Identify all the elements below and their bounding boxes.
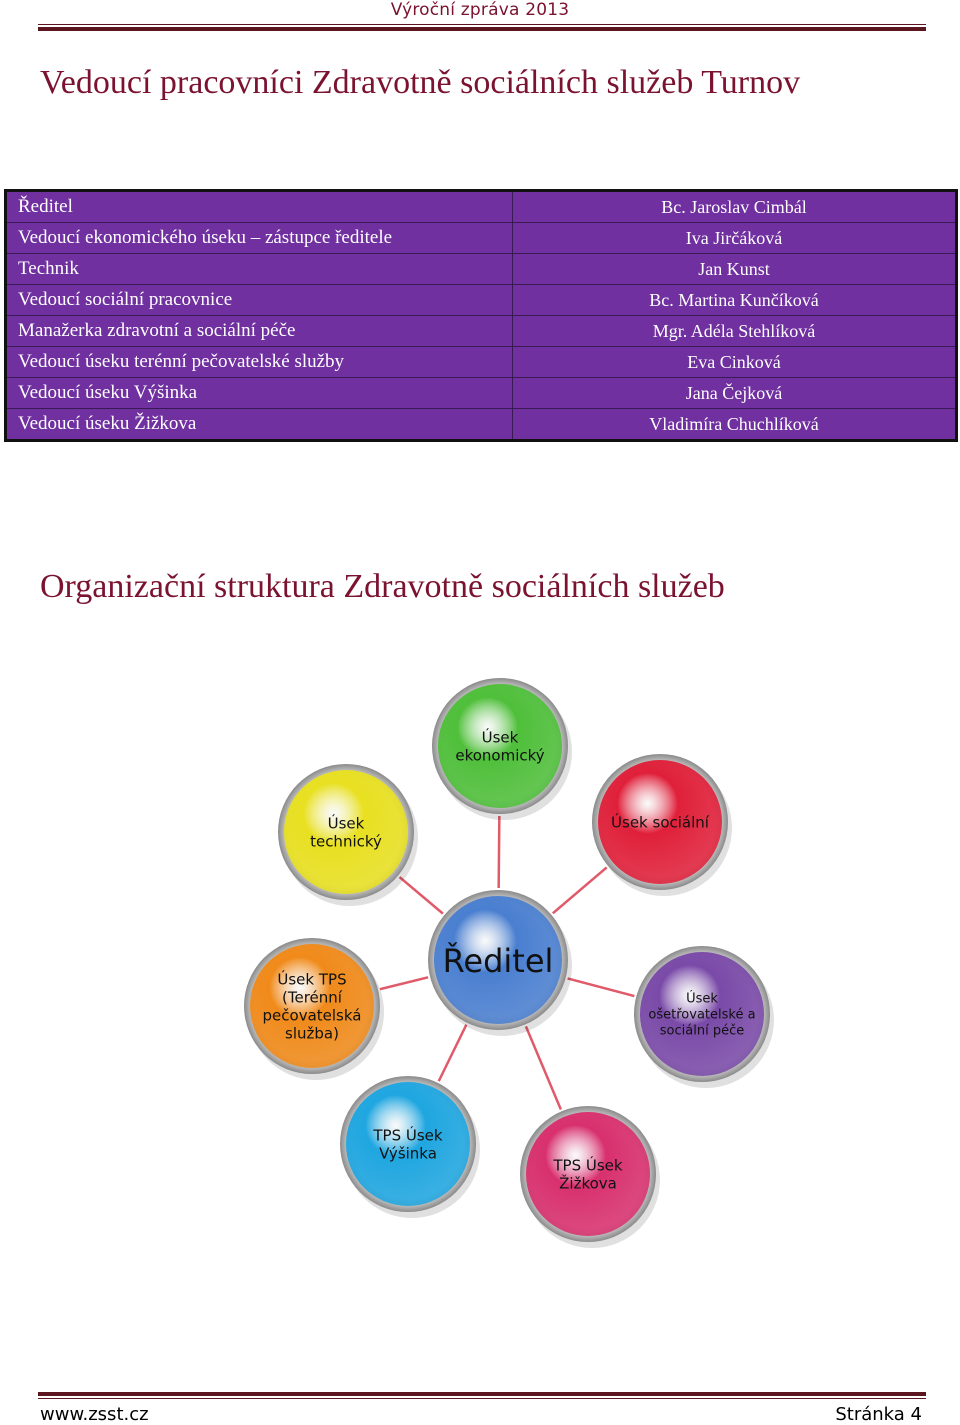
org-connector xyxy=(568,978,635,996)
org-unit xyxy=(244,938,384,1080)
org-chart xyxy=(0,660,960,1250)
page-header xyxy=(0,0,960,32)
staff-role: Vedoucí úseku terénní pečovatelské služby xyxy=(6,347,513,378)
org-connector xyxy=(380,977,428,989)
org-unit-label: ekonomický xyxy=(455,746,545,765)
staff-row xyxy=(6,347,957,378)
org-unit-label: Úsek xyxy=(686,991,718,1007)
staff-role: Vedoucí sociální pracovnice xyxy=(6,285,513,316)
staff-row xyxy=(6,378,957,409)
header-rule-thick xyxy=(38,27,926,31)
org-connector xyxy=(526,1026,561,1109)
staff-name: Mgr. Adéla Stehlíková xyxy=(513,316,957,347)
org-connector xyxy=(439,1025,467,1081)
staff-role: Vedoucí úseku Žižkova xyxy=(6,409,513,441)
staff-name: Jana Čejková xyxy=(513,378,957,409)
report-title: Výroční zpráva 2013 xyxy=(390,0,570,20)
org-unit-label: pečovatelská xyxy=(262,1006,362,1025)
staff-row xyxy=(6,285,957,316)
staff-row xyxy=(6,316,957,347)
staff-role: Technik xyxy=(6,254,513,285)
staff-table xyxy=(4,189,958,442)
footer-rule-thin xyxy=(38,1392,926,1396)
org-unit-label: Výšinka xyxy=(379,1144,437,1163)
staff-row xyxy=(6,409,957,441)
org-center-label: Ředitel xyxy=(442,942,554,980)
footer-page-number: Stránka 4 xyxy=(835,1404,922,1425)
staff-role: Ředitel xyxy=(6,191,513,223)
org-unit-label: Úsek sociální xyxy=(611,813,709,832)
staff-row xyxy=(6,254,957,285)
staff-name: Eva Cinková xyxy=(513,347,957,378)
staff-name: Vladimíra Chuchlíková xyxy=(513,409,957,441)
org-unit-label: TPS Úsek xyxy=(553,1156,623,1175)
org-unit-label: Úsek xyxy=(481,728,519,747)
staff-name: Bc. Jaroslav Cimbál xyxy=(513,191,957,223)
staff-role: Vedoucí ekonomického úseku – zástupce ředitele xyxy=(6,223,513,254)
org-unit-label: sociální péče xyxy=(659,1023,745,1039)
staff-role: Manažerka zdravotní a sociální péče xyxy=(6,316,513,347)
org-center xyxy=(428,890,572,1036)
org-unit-label: technický xyxy=(310,832,382,851)
footer-rule-thin-2 xyxy=(38,1398,926,1399)
staff-name: Jan Kunst xyxy=(513,254,957,285)
org-unit-label: (Terénní xyxy=(282,988,342,1007)
org-unit xyxy=(278,764,418,906)
org-connector xyxy=(499,816,500,888)
staff-row xyxy=(6,191,957,223)
staff-role: Vedoucí úseku Výšinka xyxy=(6,378,513,409)
org-unit xyxy=(340,1076,480,1218)
org-unit xyxy=(634,946,774,1088)
footer-website: www.zsst.cz xyxy=(40,1404,149,1425)
org-connector xyxy=(553,867,607,913)
staff-row xyxy=(6,223,957,254)
org-unit-label: TPS Úsek xyxy=(373,1126,443,1145)
org-unit-label: Žižkova xyxy=(559,1174,617,1193)
org-unit-label: ošetřovatelské a xyxy=(648,1007,756,1023)
org-unit xyxy=(432,678,572,820)
org-connector xyxy=(400,877,443,914)
org-unit-label: Úsek TPS xyxy=(277,970,347,989)
header-rule-thin xyxy=(38,24,926,25)
org-unit xyxy=(520,1106,660,1248)
staff-name: Bc. Martina Kunčíková xyxy=(513,285,957,316)
staff-name: Iva Jirčáková xyxy=(513,223,957,254)
section-title-leaders: Vedoucí pracovníci Zdravotně sociálních služeb Turnov xyxy=(40,64,801,101)
org-unit-label: Úsek xyxy=(327,814,365,833)
section-title-org-structure: Organizační struktura Zdravotně sociálních služeb xyxy=(40,568,725,605)
org-unit xyxy=(592,754,732,896)
org-unit-label: služba) xyxy=(285,1024,339,1043)
